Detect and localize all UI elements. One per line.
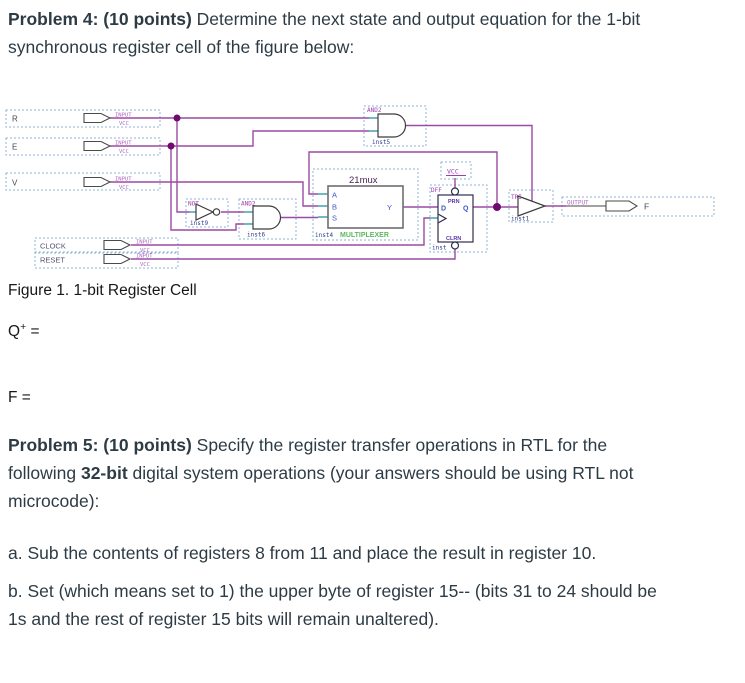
and2-gate-top [378,114,406,137]
svg-text:INPUT: INPUT [115,112,132,119]
svg-text:INPUT: INPUT [115,176,132,183]
output-pin-icon [606,201,637,211]
pin-label-reset: RESET [40,255,66,265]
input-pin-icon-r [84,114,110,123]
and-mid-type: AND2 [241,200,256,208]
tri-type: TRI [511,194,522,201]
dff-clrn: CLRN [446,236,462,242]
problem4-line2: synchronous register cell of the figure below: [8,37,355,57]
dff-type: DFF [431,187,442,194]
dff-port-d: D [441,205,447,213]
not-bubble [213,209,219,215]
problem4-rest: Determine the next state and output equation for the 1-bit [191,9,641,29]
svg-text:VCC: VCC [119,121,129,127]
input-pin-icon-v [84,178,110,187]
mux-title: 21mux [349,175,378,186]
mux-port-a: A [332,190,338,200]
and-top-inst: inst5 [372,139,391,146]
svg-text:VCC: VCC [119,149,129,155]
problem5-bold: Problem 5: (10 points) [8,435,192,455]
clrn-bubble [452,242,459,249]
pin-label-clock: CLOCK [40,241,66,251]
svg-text:VCC: VCC [140,248,150,254]
problem5-heading: Problem 5: (10 points) Specify the register transfer operations in RTL for the following 32-bit digital system operations (your answers should be using RTL not microcode): [8,435,634,511]
mux-port-s: S [332,213,338,223]
problem4-bold: Problem 4: (10 points) [8,9,192,29]
problem5-item-a: a. Sub the contents of registers 8 from 11 and place the result in register 10. [8,543,597,563]
svg-text:INPUT: INPUT [115,140,132,147]
input-pin-icon-reset [104,255,130,264]
svg-text:VCC: VCC [140,262,150,268]
output-type-label: OUTPUT [567,199,589,207]
svg-text:INPUT: INPUT [136,239,153,246]
and2-gate-mid [253,206,281,229]
mux-caption: MULTIPLEXER [340,232,389,239]
q-superscript: + [20,321,27,333]
dff-prn: PRN [448,199,460,205]
vcc-supply-label: VCC [447,167,459,176]
mux-inst: inst4 [315,232,334,239]
input-pin-icon-clock [104,241,130,250]
dff-port-q: Q [463,205,469,213]
dff-inst: inst [432,244,447,252]
pin-label-r: R [12,114,18,124]
problem5-rest: Specify the register transfer operations in RTL for the [191,435,608,455]
pin-label-e: E [12,142,18,152]
problem5-item-b: b. Set (which means set to 1) the upper byte of register 15-- (bits 31 to 24 should be 1s and the rest of register 15 bits will remain unaltered). [8,581,657,629]
problem4-heading [8,5,740,61]
mux-port-b: B [332,202,338,212]
mux-port-y: Y [387,203,393,212]
output-pin-label: F [644,201,650,212]
prn-bubble [452,188,459,195]
pin-label-v: V [12,178,18,188]
not-type: NOT [188,200,199,208]
svg-text:VCC: VCC [119,185,129,191]
next-state-equation-line: Q+ = [8,321,40,341]
figure-caption: Figure 1. 1-bit Register Cell [8,282,197,299]
not-inst: inst9 [190,220,209,227]
output-equation-line: F = [8,389,31,406]
problem5-32bit-bold: 32-bit [80,463,128,483]
and-mid-inst: inst6 [247,231,266,239]
register-cell-schematic [0,100,745,292]
svg-text:INPUT: INPUT [136,253,153,260]
tri-inst: inst1 [511,215,530,223]
and-top-type: AND2 [367,107,382,114]
input-pin-icon-e [84,142,110,151]
